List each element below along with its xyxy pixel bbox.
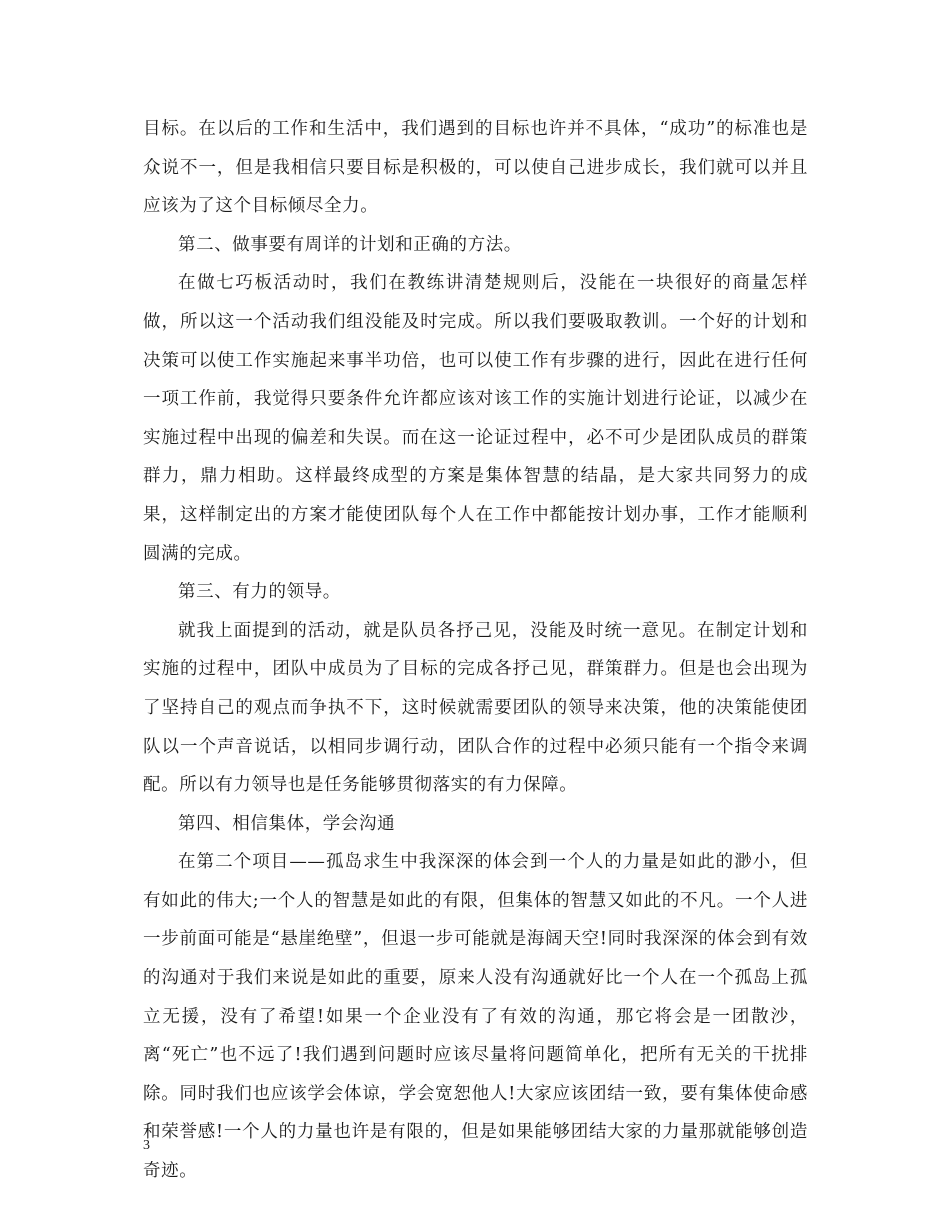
paragraph-leadership: 就我上面提到的活动，就是队员各抒己见，没能及时统一意见。在制定计划和实施的过程中，团队中成员为了目标的完成各抒己见，群策群力。但是也会出现为了坚持自己的观点而争执不下，这时候就需要团队的领导来决策，他的决策能使团队以一个声音说话，以相同步调行动，团队合作的过程中必须只能有一个指令来调配。所以有力领导也是任务能够贯彻落实的有力保障。	[143, 620, 808, 796]
document-body	[143, 110, 808, 1191]
paragraph-continuation: 目标。在以后的工作和生活中，我们遇到的目标也许并不具体，“成功”的标准也是众说不一，但是我相信只要目标是积极的，可以使自己进步成长，我们就可以并且应该为了这个目标倾尽全力。	[143, 119, 808, 217]
paragraph-plan: 在做七巧板活动时，我们在教练讲清楚规则后，没能在一块很好的商量怎样做，所以这一个活动我们组没能及时完成。所以我们要吸取教训。一个好的计划和决策可以使工作实施起来事半功倍，也可以使工作有步骤的进行，因此在进行任何一项工作前，我觉得只要条件允许都应该对该工作的实施计划进行论证，以减少在实施过程中出现的偏差和失误。而在这一论证过程中，必不可少是团队成员的群策群力，鼎力相助。这样最终成型的方案是集体智慧的结晶，是大家共同努力的成果，这样制定出的方案才能使团队每个人在工作中都能按计划办事，工作才能顺利圆满的完成。	[143, 273, 808, 564]
section-heading-leadership: 第三、有力的领导。	[178, 582, 341, 603]
page-number: 3	[143, 1138, 150, 1153]
section-heading-plan: 第二、做事要有周详的计划和正确的方法。	[178, 234, 522, 255]
paragraph-communication: 在第二个项目——孤岛求生中我深深的体会到一个人的力量是如此的渺小，但有如此的伟大;一个人的智慧是如此的有限，但集体的智慧又如此的不凡。一个人进一步前面可能是“悬崖绝壁”，但退一步可能就是海阔天空!同时我深深的体会到有效的沟通对于我们来说是如此的重要，原来人没有沟通就好比一个人在一个孤岛上孤立无援，没有了希望!如果一个企业没有了有效的沟通，那它将会是一团散沙，离“死亡”也不远了!我们遇到问题时应该尽量将问题简单化，把所有无关的干扰排除。同时我们也应该学会体谅，学会宽恕他人!大家应该团结一致，要有集体使命感和荣誉感!一个人的力量也许是有限的，但是如果能够团结大家的力量那就能够创造奇迹。	[143, 852, 808, 1182]
section-heading-communication: 第四、相信集体，学会沟通	[178, 813, 396, 834]
